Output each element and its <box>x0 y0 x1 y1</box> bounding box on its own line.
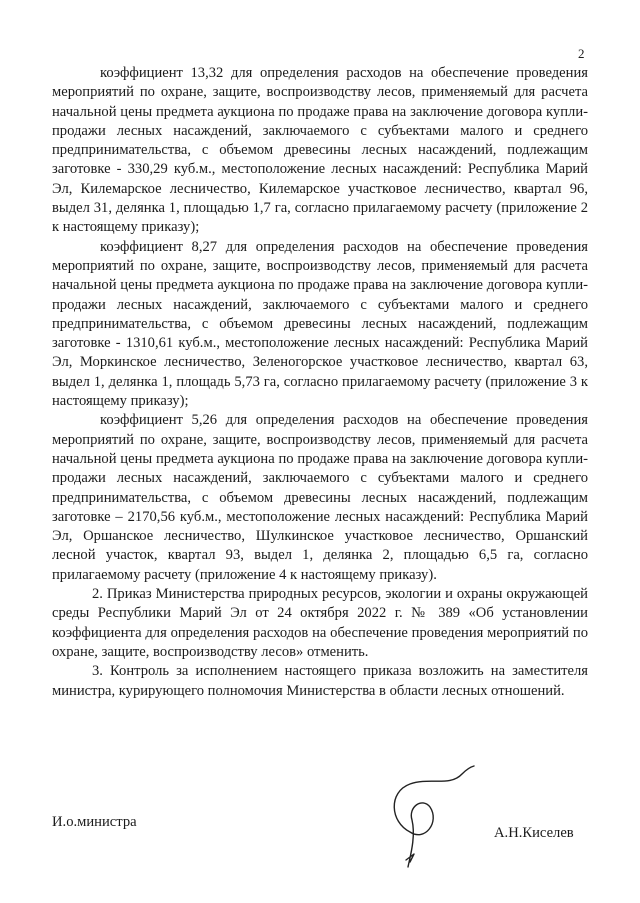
signatory-title: И.о.министра <box>52 814 137 830</box>
paragraph-coefficient-13-32: коэффициент 13,32 для определения расходов на обеспечение проведения мероприятий по охране, защите, воспроизводству лесов, применяемый для расчета начальной цены предмета аукциона по продаже права на заключение договора купли-продажи лесных насаждений, заключаемого с субъектами малого и среднего предпринимательства, с объемом древесины лесных насаждений, подлежащим заготовке - 330,29 куб.м., местоположение лесных насаждений: Республика Марий Эл, Килемарское лесничество, Килемарское участковое лесничество, квартал 96, выдел 31, делянка 1, площадью 1,7 га, согласно прилагаемому расчету (приложение 2 к настоящему приказу); <box>52 65 588 236</box>
paragraph-coefficient-8-27: коэффициент 8,27 для определения расходов на обеспечение проведения мероприятий по охране, защите, воспроизводству лесов, применяемый для расчета начальной цены предмета аукциона по продаже права на заключение договора купли-продажи лесных насаждений, заключаемого с субъектами малого и среднего предпринимательства, с объемом древесины лесных насаждений, подлежащим заготовке - 1310,61 куб.м., местоположение лесных насаждений: Республика Марий Эл, Моркинское лесничество, Зеленогорское участковое лесничество, квартал 63, выдел 1, делянка 1, площадь 5,73 га, согласно прилагаемому расчету (приложение 3 к настоящему приказу); <box>52 238 588 410</box>
signatory-name: А.Н.Киселев <box>494 825 574 841</box>
paragraph-item-2-revoke-order: 2. Приказ Министерства природных ресурсов, экологии и охраны окружающей среды Республики Марий Эл от 24 октября 2022 г. № 389 «Об установлении коэффициента для определения расходов на обеспечение проведения мероприятий по охране, защите, воспроизводству лесов» отменить. <box>52 586 588 660</box>
paragraph-item-3-control: 3. Контроль за исполнением настоящего приказа возложить на заместителя министра, курирующего полномочия Министерства в области лесных отношений. <box>52 663 588 699</box>
handwritten-signature <box>370 762 480 872</box>
document-body <box>52 64 588 701</box>
page-number: 2 <box>578 46 585 61</box>
paragraph-coefficient-5-26: коэффициент 5,26 для определения расходов на обеспечение проведения мероприятий по охране, защите, воспроизводству лесов, применяемый для расчета начальной цены предмета аукциона по продаже права на заключение договора купли-продажи лесных насаждений, заключаемого с субъектами малого и среднего предпринимательства, с объемом древесины лесных насаждений, подлежащим заготовке – 2170,56 куб.м., местоположение лесных насаждений: Республика Марий Эл, Оршанское лесничество, Шулкинское участковое лесничество, Оршанский лесной участок, квартал 93, выдел 1, делянка 2, площадью 6,5 га, согласно прилагаемому расчету (приложение 4 к настоящему приказу). <box>52 412 588 583</box>
